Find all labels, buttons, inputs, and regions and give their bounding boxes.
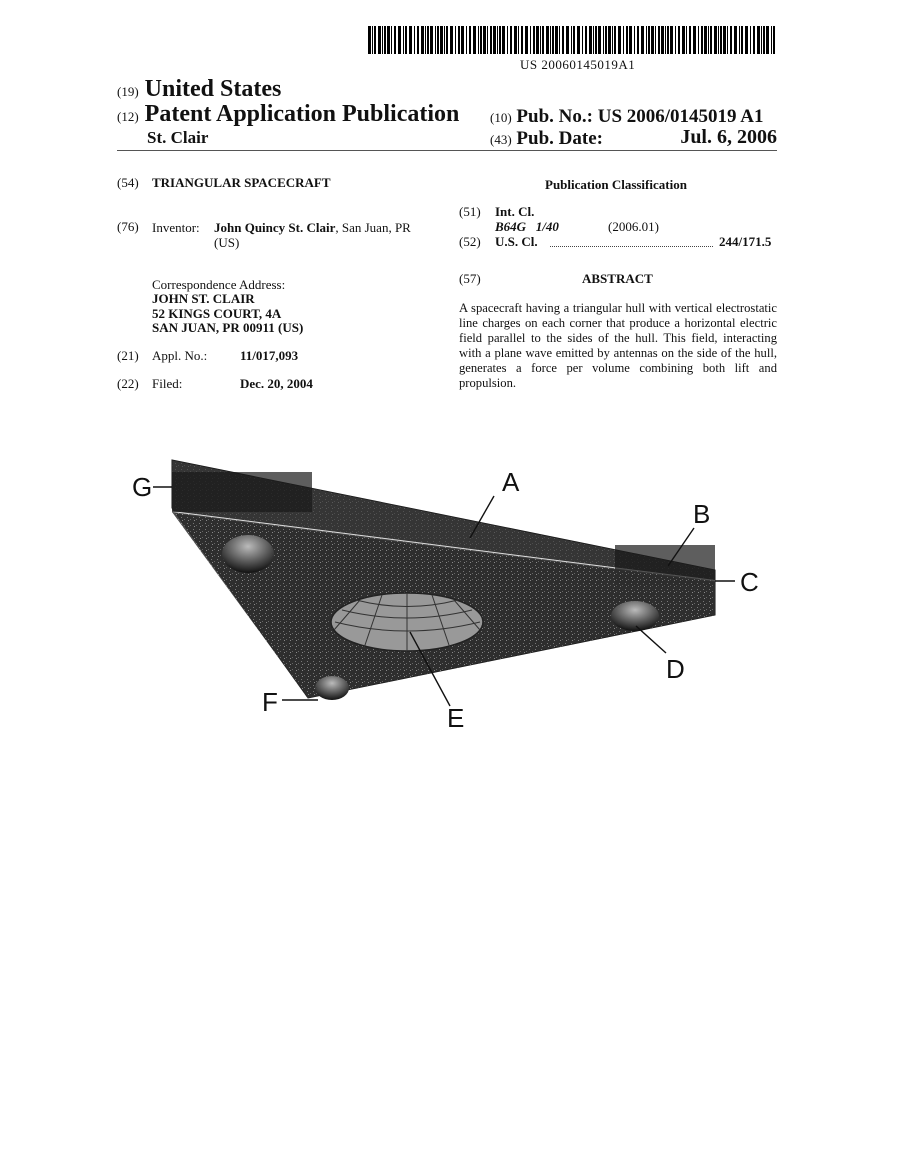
pub-class-heading: Publication Classification [545,177,687,192]
barcode-bar [571,26,572,54]
int-cl-code: B64G 1/40 [495,219,559,234]
inid-code-76: (76) [117,219,139,234]
barcode-bar [425,26,426,54]
label-g: G [132,472,153,502]
correspondence-city: SAN JUAN, PR 00911 (US) [152,320,304,335]
correspondence-street: 52 KINGS COURT, 4A [152,306,282,321]
label-a: A [502,467,520,497]
inid-code-43: (43) [490,132,512,147]
barcode-bar [518,26,519,54]
barcode-bar [646,26,647,54]
barcode-bar [678,26,680,54]
barcode-bar [382,26,383,54]
inventor-name: John Quincy St. Clair [214,220,336,235]
barcode-bar [409,26,412,54]
pub-number-label: Pub. No.: [516,106,593,127]
barcode-bar [757,26,760,54]
barcode-bar [446,26,448,54]
barcode-bar [714,26,717,54]
filed-label: Filed: [152,376,183,391]
barcode-bar [550,26,551,54]
barcode-bar [771,26,772,54]
author-short: St. Clair [147,128,209,147]
barcode-bar [403,26,404,54]
barcode-bar [582,26,583,54]
correspondence-label: Correspondence Address: [152,277,286,292]
corner-dome-g [222,535,274,573]
barcode-bar [394,26,396,54]
barcode-bar [444,26,445,54]
pub-date-value: Jul. 6, 2006 [680,126,777,148]
barcode-bar [552,26,554,54]
barcode-bar [458,26,460,54]
barcode-bar [555,26,558,54]
barcode-bar [562,26,564,54]
antenna-dome-grid [331,593,483,651]
barcode-bar [773,26,775,54]
barcode-bar [450,26,453,54]
barcode-bar [745,26,748,54]
inid-code-19: (19) [117,84,139,99]
barcode-bar [455,26,456,54]
barcode-bar [637,26,639,54]
barcode-bar [440,26,443,54]
barcode-bar [720,26,722,54]
label-d: D [666,654,685,684]
barcode-bar [718,26,719,54]
barcode-bar [487,26,488,54]
barcode-bar [598,26,601,54]
barcode-bar [766,26,769,54]
barcode-bar [603,26,604,54]
barcode-bar [655,26,656,54]
triangular-hull [172,460,715,698]
label-e: E [447,703,465,733]
barcode-bar [514,26,517,54]
barcode-bar [763,26,765,54]
publication-type [117,101,459,128]
barcode-bar [661,26,664,54]
barcode-bar [430,26,433,54]
barcode-bar [634,26,635,54]
barcode-bar [427,26,429,54]
barcode-bar [658,26,660,54]
barcode-bar [741,26,743,54]
appl-no-label: Appl. No.: [152,348,208,363]
barcode-bar [761,26,762,54]
barcode-bar [593,26,594,54]
barcode-bar [626,26,628,54]
pub-number [490,106,763,128]
barcode-bar [478,26,479,54]
inid-code-52: (52) [459,234,481,249]
pub-date-label: Pub. Date: [516,128,603,149]
barcode-bar [641,26,644,54]
invention-title: TRIANGULAR SPACECRAFT [152,175,331,190]
inid-code-54: (54) [117,175,139,190]
corner-dome-f [315,676,349,700]
barcode-bar [493,26,496,54]
barcode-bar [577,26,580,54]
barcode-bar [618,26,621,54]
barcode-bar [708,26,709,54]
barcode-bar [473,26,476,54]
barcode-number: US 20060145019A1 [520,57,636,72]
inid-code-51: (51) [459,204,481,219]
barcode-bar [667,26,669,54]
barcode-bar [589,26,592,54]
barcode-bar [686,26,687,54]
barcode-bar [533,26,535,54]
barcode-bar [510,26,512,54]
barcode-bar [614,26,616,54]
barcode-bar [701,26,703,54]
barcode-bar [704,26,707,54]
barcode-bar [595,26,597,54]
barcode-bar [368,26,371,54]
barcode-bar [723,26,726,54]
barcode-bar [542,26,544,54]
barcode-bar [521,26,523,54]
inid-code-57: (57) [459,271,481,286]
barcode-bar [566,26,569,54]
label-f: F [262,687,278,717]
barcode-bar [530,26,531,54]
barcode-bar [623,26,624,54]
inventor-label: Inventor: [152,220,200,235]
inventor-location: , San Juan, PR [335,220,411,235]
appl-no-value: 11/017,093 [240,348,299,363]
barcode-bar [689,26,691,54]
publication-type-text: Patent Application Publication [144,101,460,127]
barcode-bar [693,26,696,54]
barcode-bar [648,26,650,54]
barcode-bar [750,26,751,54]
barcode-bar [605,26,607,54]
barcode-bar [378,26,381,54]
inventor-entry [214,220,411,235]
barcode-bar [727,26,728,54]
barcode-bar [398,26,401,54]
header-divider [117,150,777,151]
label-c: C [740,567,759,597]
barcode-bar [730,26,732,54]
int-cl-year: (2006.01) [608,219,659,234]
barcode-bar [483,26,486,54]
inid-code-12: (12) [117,109,139,124]
barcode-bar [466,26,467,54]
barcode-image [368,26,778,54]
barcode-bar [374,26,376,54]
barcode-bar [629,26,632,54]
barcode-bar [753,26,755,54]
barcode-bar [546,26,549,54]
inid-code-21: (21) [117,348,139,363]
country-name: United States [144,76,282,102]
barcode-bar [739,26,740,54]
us-cl-leader-dots [550,238,713,247]
label-b: B [693,499,711,529]
abstract-text: A spacecraft having a triangular hull with vertical electrostatic line charges on each corner that produce a horizontal electric field parallel to the sides of the hull. This field, interacting with a plane wave emitted by antennas on the side of the hull, generates a force per volume combining both lift and propulsion. [459,301,777,390]
barcode-bar [710,26,712,54]
correspondence-name: JOHN ST. CLAIR [152,291,255,306]
barcode-bar [665,26,666,54]
barcode-bar [507,26,508,54]
inid-code-10: (10) [490,110,512,125]
barcode-bar [573,26,575,54]
pub-date-label-row [490,128,603,150]
filed-value: Dec. 20, 2004 [240,376,313,391]
barcode-bar [670,26,673,54]
int-cl-label: Int. Cl. [495,204,535,219]
us-cl-value: 244/171.5 [719,234,772,249]
barcode-bar [372,26,373,54]
barcode-bar [502,26,505,54]
barcode-bar [414,26,415,54]
us-cl-label: U.S. Cl. [495,234,538,249]
barcode-bar [525,26,528,54]
barcode-bar [417,26,419,54]
barcode-bar [387,26,390,54]
barcode-bar [585,26,587,54]
barcode-bar [682,26,685,54]
barcode-bar [540,26,541,54]
barcode-bar [497,26,498,54]
barcode-bar [437,26,439,54]
barcode-bar [461,26,464,54]
inventor-country: (US) [214,235,240,250]
barcode-bar [435,26,436,54]
barcode-bar [499,26,501,54]
barcode-bar [490,26,492,54]
barcode-bar [384,26,386,54]
country-heading [117,76,281,103]
barcode-bar [675,26,676,54]
barcode-bar [559,26,560,54]
inid-code-22: (22) [117,376,139,391]
barcode-bar [698,26,699,54]
barcode-bar [536,26,539,54]
spacecraft-figure [120,450,780,740]
corner-dome-d [611,601,659,631]
barcode-bar [480,26,482,54]
barcode-bar [734,26,737,54]
barcode-bar [651,26,654,54]
barcode-bar [421,26,424,54]
barcode-bar [391,26,392,54]
barcode-bar [405,26,407,54]
barcode-bar [612,26,613,54]
barcode-bar [608,26,611,54]
abstract-heading: ABSTRACT [582,271,653,286]
pub-number-value: US 2006/0145019 A1 [597,106,764,127]
barcode-bar [469,26,471,54]
